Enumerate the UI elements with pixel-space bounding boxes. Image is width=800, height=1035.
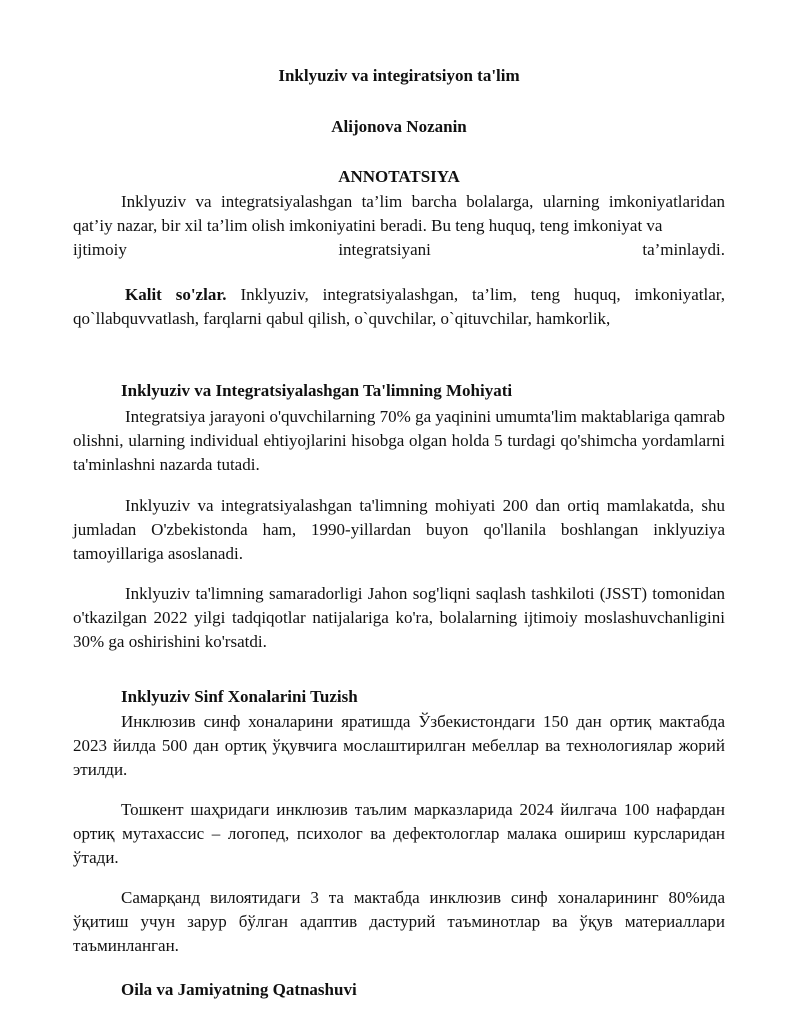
section2-paragraph-2: Тошкент шаҳридаги инклюзив таълим марказларида 2024 йилгача 100 нафардан ортиқ мутахассис – логопед, психолог ва дефектологлар малака ошириш курсларидан ўтади. [73,800,725,867]
section1-paragraph-3: Inklyuziv ta'limning samaradorligi Jahon sog'liqni saqlash tashkiloti (JSST) tomonidan o'tkazilgan 2022 yilgi tadqiqotlar natijalariga ko'ra, bolalarning ijtimoiy moslashuvchanligini 30% ga oshirishini ko'rsatdi. [73,584,725,651]
keywords-label: Kalit so'zlar. [125,285,227,304]
author-name: Alijonova Nozanin [331,117,467,136]
annotation-heading: ANNOTATSIYA [338,167,460,186]
section2-paragraph-1: Инклюзив синф хоналарини яратишда Ўзбекистондаги 150 дан ортиқ мактабда 2023 йилда 500 дан ортиқ ўқувчига мослаштирилган мебеллар ва технологиялар жорий этилди. [73,712,725,779]
document-title: Inklyuziv va integiratsiyon ta'lim [278,66,520,85]
annotation-text-last-line: ijtimoiy integratsiyani ta’minlaydi. [73,240,725,259]
annotation-text [73,190,725,238]
section3-heading: Oila va Jamiyatning Qatnashuvi [121,980,357,999]
section2-heading: Inklyuziv Sinf Xonalarini Tuzish [121,687,358,706]
annotation-text-main: Inklyuziv va integratsiyalashgan ta’lim barcha bolalarga, ularning imkoniyatlaridan qat’iy nazar, bir xil ta’lim olish imkoniyatini beradi. Bu teng huquq, teng imkoniyat va [73,192,725,235]
section2-paragraph-3: Самарқанд вилоятидаги 3 та мактабда инклюзив синф хоналарининг 80%ида ўқитиш учун зарур бўлган адаптив дастурий таъминотлар ва ўқув материаллари таъминланган. [73,888,725,955]
keywords-paragraph [73,283,725,331]
keywords-text: Inklyuziv, integratsiyalashgan, ta’lim, teng huquq, imkoniyatlar, qo`llabquvvatlash, farqlarni qabul qilish, o`quvchilar, o`qituvchilar, hamkorlik, [73,285,725,328]
section1-paragraph-1: Integratsiya jarayoni o'quvchilarning 70% ga yaqinini umumta'lim maktablariga qamrab olishni, ularning individual ehtiyojlarini hisobga olgan holda 5 turdagi qo'shimcha yordamlarni ta'minlashni nazarda tutadi. [73,407,726,474]
section1-paragraph-2: Inklyuziv va integratsiyalashgan ta'limning mohiyati 200 dan ortiq mamlakatda, shu jumladan O'zbekistonda ham, 1990-yillardan buyon qo'llanila boshlangan inklyuziya tamoyillariga asoslanadi. [73,496,725,563]
section1-heading: Inklyuziv va Integratsiyalashgan Ta'limning Mohiyati [121,381,513,400]
